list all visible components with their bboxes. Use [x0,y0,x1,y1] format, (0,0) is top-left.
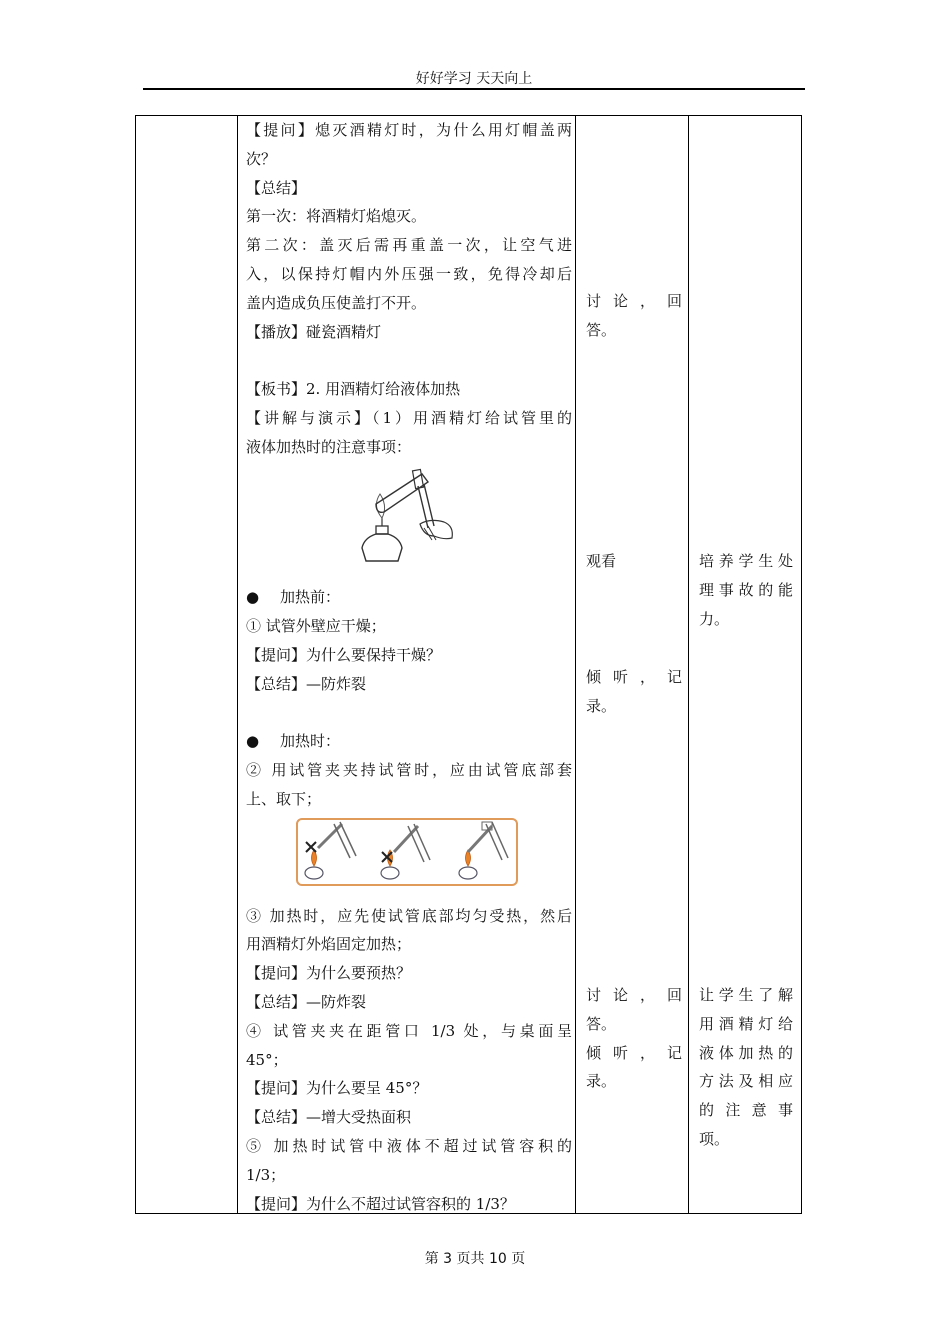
content-line: 45°； [246,1050,288,1069]
content-line: 【讲解与演示】（1）用酒精灯给试管里的 [246,408,572,427]
bullet-text: 加热前： [280,588,341,607]
content-line: 【总结】 [246,178,307,197]
activity-line: 讨 论 ， 回 [586,986,682,1004]
bullet-icon: ● [246,588,260,607]
content-line: 第一次：将酒精灯焰熄灭。 [246,207,427,226]
content-line: 液体加热时的注意事项： [246,437,412,456]
purpose-line: 的 注 意 事 [699,1101,793,1120]
content-line [246,583,572,612]
content-line: 【提问】为什么要预热？ [246,964,412,983]
student-activity-1 [586,287,682,345]
alcohol-lamp-heating-figure [354,466,458,566]
content-line: ② 用试管夹夹持试管时，应由试管底部套 [246,761,572,780]
column-divider-3 [688,116,689,1213]
activity-line: 倾 听 ， 记 [586,1043,682,1062]
student-activity-2 [586,547,682,576]
activity-line: 录。 [586,696,617,715]
header-rule [143,88,805,90]
content-line: 第二次：盖灭后需再重盖一次，让空气进 [246,236,572,255]
content-line: 【播放】碰瓷酒精灯 [246,322,382,341]
content-line: 【提问】熄灭酒精灯时，为什么用灯帽盖两 [246,121,572,139]
activity-line: 倾 听 ， 记 [586,668,682,686]
activity-line: 录。 [586,1072,617,1091]
purpose-line: 培养学生处 [699,552,793,570]
design-purpose-2 [699,981,793,1154]
content-line: 1/3； [246,1165,286,1184]
activity-line: 答。 [586,1014,617,1033]
teaching-content-cell [246,116,572,1218]
content-line: ④ 试管夹夹在距管口 1/3 处，与桌面呈 [246,1021,572,1040]
purpose-line: 项。 [699,1129,730,1148]
content-line: 【提问】为什么要保持干燥？ [246,645,442,664]
activity-line: 讨 论 ， 回 [586,292,682,310]
column-divider-2 [575,116,576,1213]
bullet-icon: ● [246,732,260,751]
content-line: 盖内造成负压使盖打不开。 [246,293,427,312]
content-line: 【板书】2. 用酒精灯给液体加热 [246,380,461,399]
lesson-table [135,115,802,1214]
content-line [246,727,572,756]
page-header: 好好学习 天天向上 [415,71,533,87]
bullet-text: 加热时： [280,732,341,751]
content-line: ① 试管外壁应干燥； [246,617,386,636]
design-purpose-1 [699,547,793,633]
content-line: 【提问】为什么不超过试管容积的 1/3？ [246,1194,515,1213]
content-line: 用酒精灯外焰固定加热； [246,935,412,954]
student-activity-4 [586,981,682,1096]
page-footer: 第 3 页共 10 页 [424,1251,526,1267]
content-line: 【提问】为什么要呈 45°？ [246,1079,428,1098]
content-line: 【总结】—防炸裂 [246,992,367,1011]
content-line: 【总结】—防炸裂 [246,674,367,693]
test-tube-clamp-figure [296,818,518,886]
content-line: 入，以保持灯帽内外压强一致，免得冷却后 [246,264,572,283]
content-line: ⑤ 加热时试管中液体不超过试管容积的 [246,1136,572,1155]
purpose-line: 液体加热的 [699,1043,793,1062]
purpose-line: 用酒精灯给 [699,1014,793,1033]
student-activity-3 [586,663,682,721]
purpose-line: 力。 [699,609,730,628]
content-line: 【总结】—增大受热面积 [246,1108,412,1127]
activity-line: 答。 [586,320,617,339]
purpose-line: 理事故的能 [699,580,793,599]
column-divider-1 [237,116,238,1213]
purpose-line: 让学生了解 [699,986,793,1004]
content-line: 上、取下； [246,789,322,808]
activity-line: 观看 [586,552,617,570]
content-line: 次？ [246,149,277,168]
content-line: ③ 加热时，应先使试管底部均匀受热，然后 [246,906,572,925]
purpose-line: 方法及相应 [699,1072,793,1091]
